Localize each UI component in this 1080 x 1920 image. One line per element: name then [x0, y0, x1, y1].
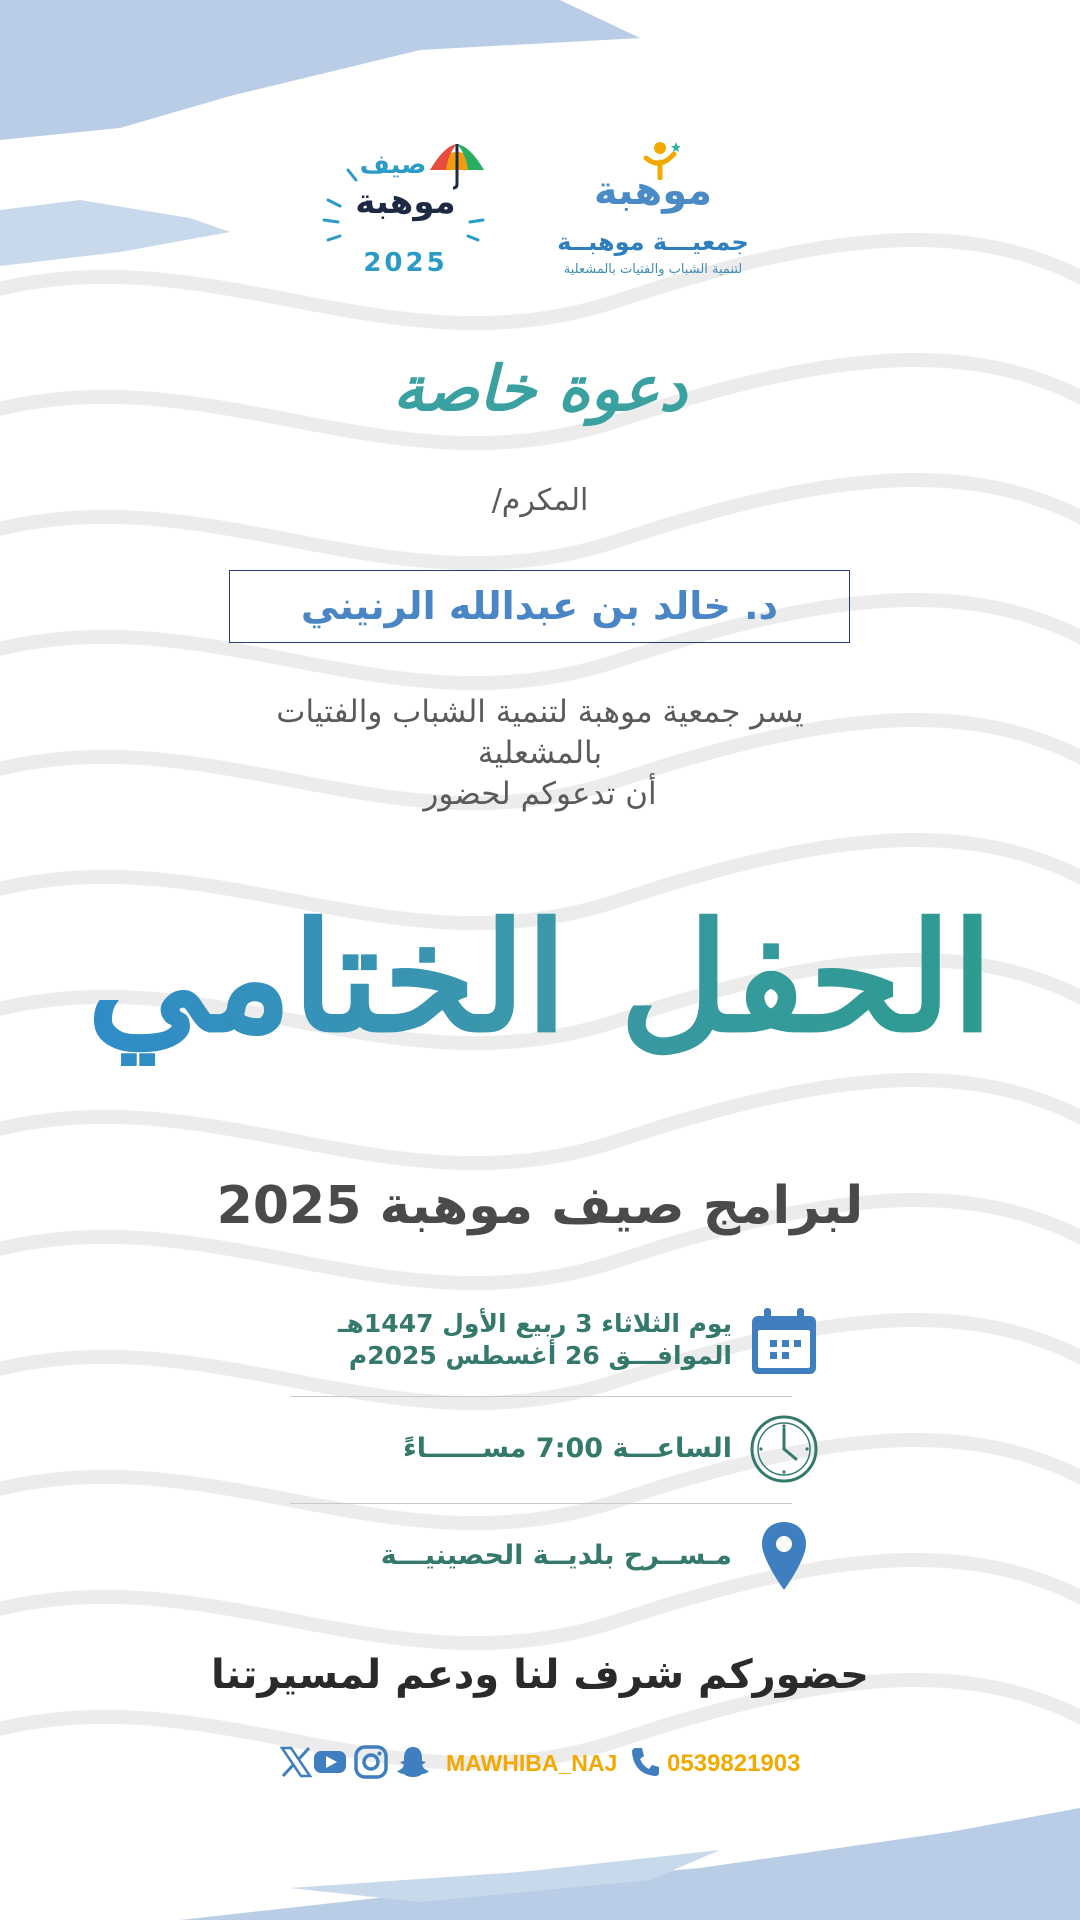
social-handle[interactable]: MAWHIBA_NAJ	[446, 1750, 618, 1776]
association-name: جمعيـــة موهبــة	[557, 228, 749, 256]
honoree-name: د. خالد بن عبدالله الرنيني	[300, 584, 779, 628]
date-hijri: يوم الثلاثاء 3 ربيع الأول 1447هـ	[338, 1309, 732, 1338]
summer-logo-year: 2025	[363, 248, 448, 278]
header-logos	[0, 140, 1080, 290]
intro-line-2: بالمشعلية	[477, 735, 603, 771]
association-logo-mark: موهبة	[593, 168, 713, 214]
honoree-label: المكرم/	[491, 483, 589, 518]
honoree-name-box	[229, 570, 850, 643]
event-title	[0, 858, 1080, 1118]
invitation-intro	[200, 692, 880, 815]
phone-number[interactable]: 0539821903	[667, 1750, 801, 1777]
detail-place-row	[290, 1503, 792, 1610]
event-time: الساعـــة 7:00 مســــــاءً	[403, 1433, 732, 1464]
summer-logo-top-word: صيف	[359, 150, 427, 180]
clock-icon	[746, 1411, 822, 1487]
youtube-icon[interactable]	[312, 1744, 348, 1780]
event-details	[290, 1290, 792, 1610]
special-invitation-heading: دعوة خاصة	[393, 352, 687, 425]
contact-bar	[0, 1742, 1080, 1786]
location-pin-icon	[746, 1518, 822, 1594]
calendar-icon	[746, 1304, 822, 1380]
event-title-text: الحفل الختامي	[86, 890, 994, 1066]
association-subtitle: لتنمية الشباب والفتيات بالمشعلية	[563, 262, 743, 277]
event-subtitle: لبرامج صيف موهبة 2025	[216, 1176, 864, 1236]
x-icon[interactable]	[278, 1744, 314, 1780]
closing-statement: حضوركم شرف لنا ودعم لمسيرتنا	[211, 1652, 869, 1698]
date-gregorian: الموافـــق 26 أغسطس 2025م	[348, 1341, 732, 1370]
intro-line-1: يسر جمعية موهبة لتنمية الشباب والفتيات	[276, 694, 804, 730]
instagram-icon[interactable]	[353, 1744, 389, 1780]
detail-time-row	[290, 1396, 792, 1503]
snapchat-icon[interactable]	[395, 1744, 431, 1780]
intro-line-3: أن تدعوكم لحضور	[423, 776, 657, 812]
phone-icon	[630, 1746, 660, 1778]
detail-date-row	[290, 1290, 792, 1396]
summer-logo-title: موهبة	[355, 182, 456, 222]
summer-program-logo	[318, 140, 493, 290]
event-place: مـســرح بلديــة الحصينيـــة	[380, 1540, 732, 1571]
association-logo	[548, 140, 758, 290]
